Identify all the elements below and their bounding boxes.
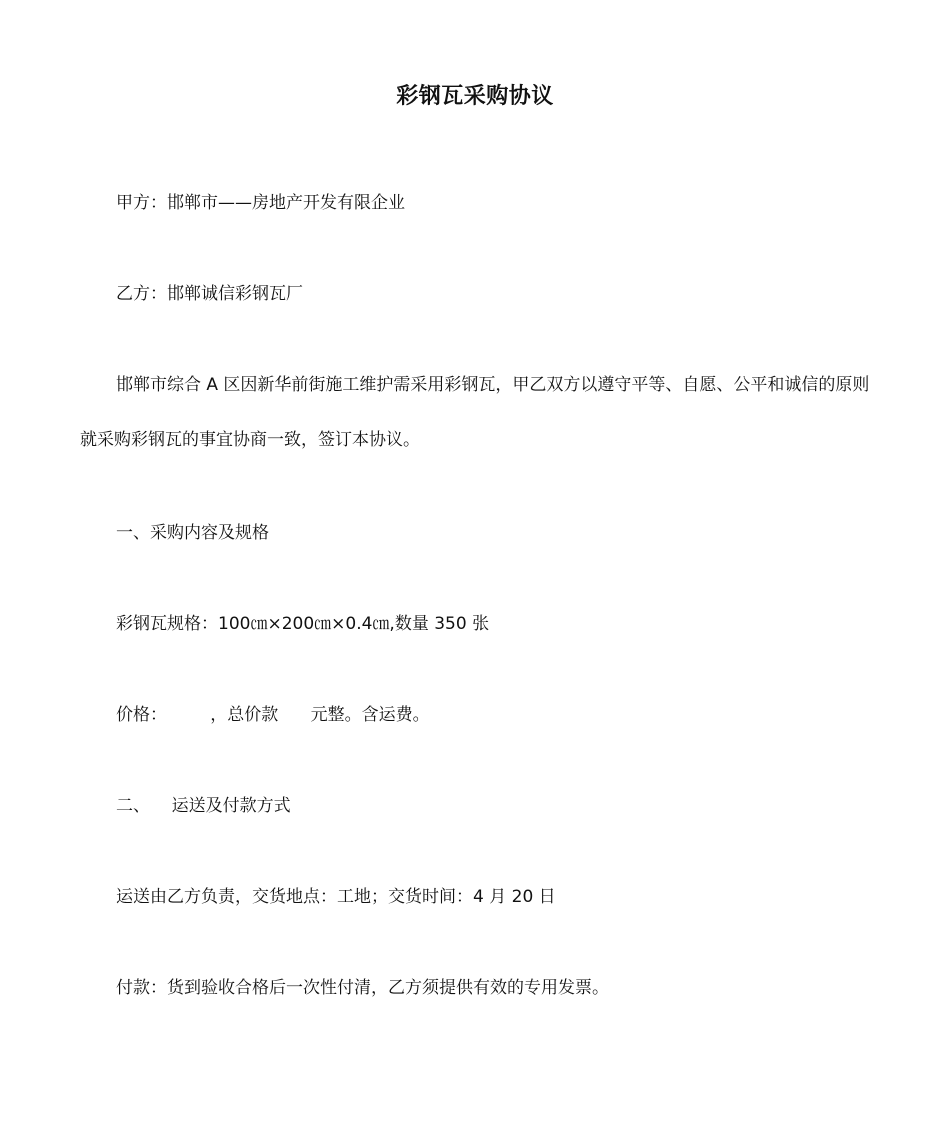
spec-line: 彩钢瓦规格：100㎝×200㎝×0.4㎝,数量 350 张 [116,614,490,634]
party-a-line: 甲方：邯郸市——房地产开发有限企业 [116,193,405,213]
payment-line: 付款：货到验收合格后一次性付清，乙方须提供有效的专用发票。 [116,978,609,998]
delivery-line: 运送由乙方负责，交货地点：工地；交货时间：4 月 20 日 [116,887,556,907]
section-1-heading: 一、采购内容及规格 [116,523,269,543]
section-2-heading: 二、 运送及付款方式 [116,796,291,816]
document-title: 彩钢瓦采购协议 [396,84,554,109]
price-line: 价格： ，总价款 元整。含运费。 [116,705,430,725]
party-b-line: 乙方：邯郸诚信彩钢瓦厂 [116,284,303,304]
intro-paragraph: 邯郸市综合 A 区因新华前街施工维护需采用彩钢瓦，甲乙双方以遵守平等、自愿、公平和诚信的原则就采购彩钢瓦的事宜协商一致，签订本协议。 [80,375,870,450]
